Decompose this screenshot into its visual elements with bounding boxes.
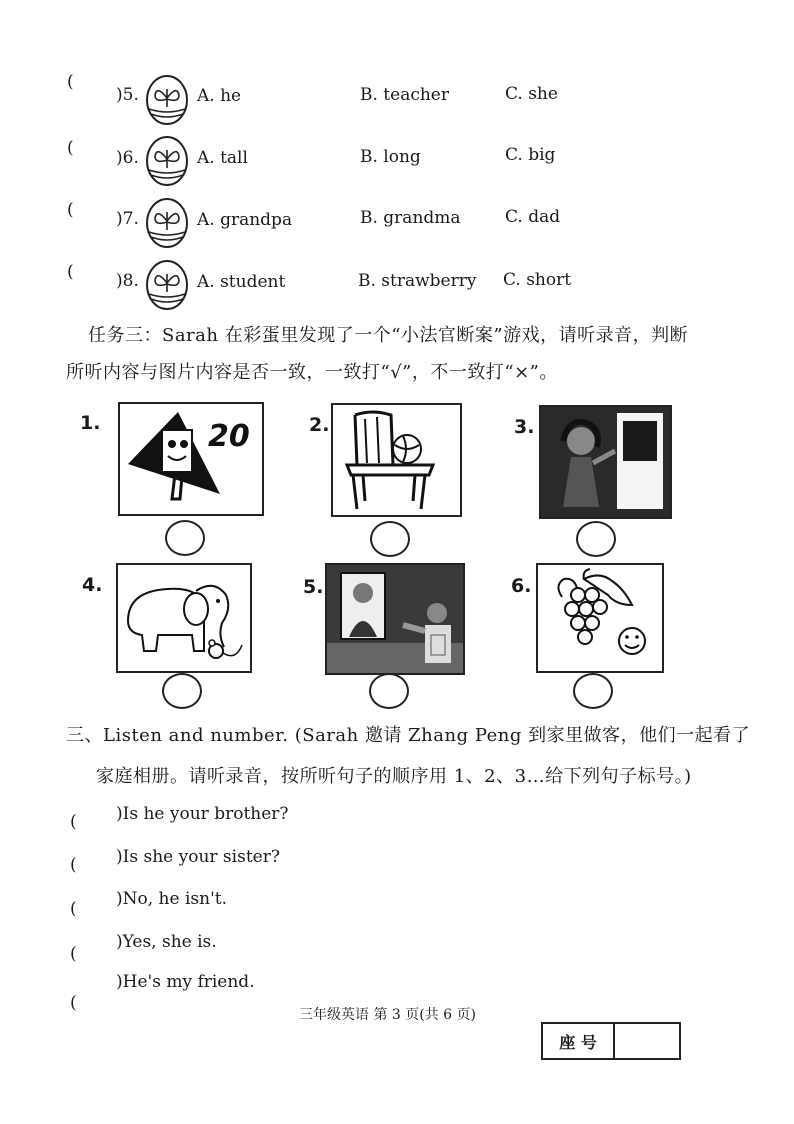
picture-4 (116, 563, 252, 673)
girl-door-icon (541, 407, 670, 517)
item-number: )8. (116, 271, 139, 291)
answer-circle[interactable] (573, 673, 613, 709)
answer-paren[interactable]: ( (67, 262, 74, 282)
option-c: C. dad (505, 207, 561, 227)
elephant-mouse-icon (118, 565, 250, 671)
sentence-text: )He's my friend. (116, 972, 255, 992)
option-b: B. strawberry (358, 271, 477, 291)
picture-2 (331, 403, 462, 517)
option-b: B. long (360, 147, 421, 167)
picture-label: 1. (80, 412, 101, 434)
answer-paren[interactable]: ( (67, 138, 74, 158)
option-a: A. tall (197, 148, 248, 168)
answer-circle[interactable] (370, 521, 410, 557)
kite-icon (120, 404, 262, 514)
sentence-text: )Is he your brother? (116, 804, 289, 824)
answer-paren[interactable]: ( (70, 993, 77, 1013)
answer-circle[interactable] (369, 673, 409, 709)
sentence-text: )Is she your sister? (116, 847, 280, 867)
picture-label: 5. (303, 576, 324, 598)
picture-3 (539, 405, 672, 519)
picture-label: 4. (82, 574, 103, 596)
picture-label: 6. (511, 575, 532, 597)
boy-portrait-icon (327, 565, 463, 673)
butterfly-egg-icon (145, 134, 189, 186)
picture-5 (325, 563, 465, 675)
seat-input[interactable] (615, 1024, 679, 1058)
picture-label: 2. (309, 414, 330, 436)
kite-number: 20 (208, 419, 250, 454)
option-a: A. grandpa (197, 210, 293, 230)
seat-label: 座 号 (543, 1024, 615, 1058)
sentence-text: )No, he isn't. (116, 889, 227, 909)
butterfly-egg-icon (145, 73, 189, 125)
item-number: )6. (116, 148, 139, 168)
answer-circle[interactable] (576, 521, 616, 557)
task3-instruction-line1: 任务三：Sarah 在彩蛋里发现了一个“小法官断案”游戏，请听录音，判断 (88, 325, 689, 346)
option-c: C. short (503, 270, 572, 290)
sentence-text: )Yes, she is. (116, 932, 217, 952)
picture-1 (118, 402, 264, 516)
option-c: C. she (505, 84, 558, 104)
picture-6 (536, 563, 664, 673)
option-b: B. grandma (360, 208, 461, 228)
item-number: )7. (116, 209, 139, 229)
chair-ball-icon (333, 405, 460, 515)
option-c: C. big (505, 145, 556, 165)
answer-paren[interactable]: ( (70, 899, 77, 919)
option-a: A. student (197, 272, 286, 292)
task3-instruction-line2: 所听内容与图片内容是否一致，一致打“√”，不一致打“×”。 (66, 362, 558, 383)
grapes-smile-icon (538, 565, 662, 671)
page-footer: 三年级英语 第 3 页(共 6 页) (299, 1007, 476, 1023)
answer-circle[interactable] (165, 520, 205, 556)
item-number: )5. (116, 85, 139, 105)
section3-title-line2: 家庭相册。请听录音，按所听句子的顺序用 1、2、3…给下列句子标号。) (96, 766, 692, 787)
answer-paren[interactable]: ( (67, 72, 74, 92)
answer-paren[interactable]: ( (70, 855, 77, 875)
answer-paren[interactable]: ( (67, 200, 74, 220)
section3-title-line1: 三、Listen and number. (Sarah 邀请 Zhang Peng 到家里做客，他们一起看了 (66, 725, 751, 746)
picture-label: 3. (514, 416, 535, 438)
seat-number-box (541, 1022, 681, 1060)
answer-paren[interactable]: ( (70, 944, 77, 964)
butterfly-egg-icon (145, 258, 189, 310)
option-b: B. teacher (360, 85, 449, 105)
answer-circle[interactable] (162, 673, 202, 709)
answer-paren[interactable]: ( (70, 812, 77, 832)
butterfly-egg-icon (145, 196, 189, 248)
option-a: A. he (197, 86, 242, 106)
